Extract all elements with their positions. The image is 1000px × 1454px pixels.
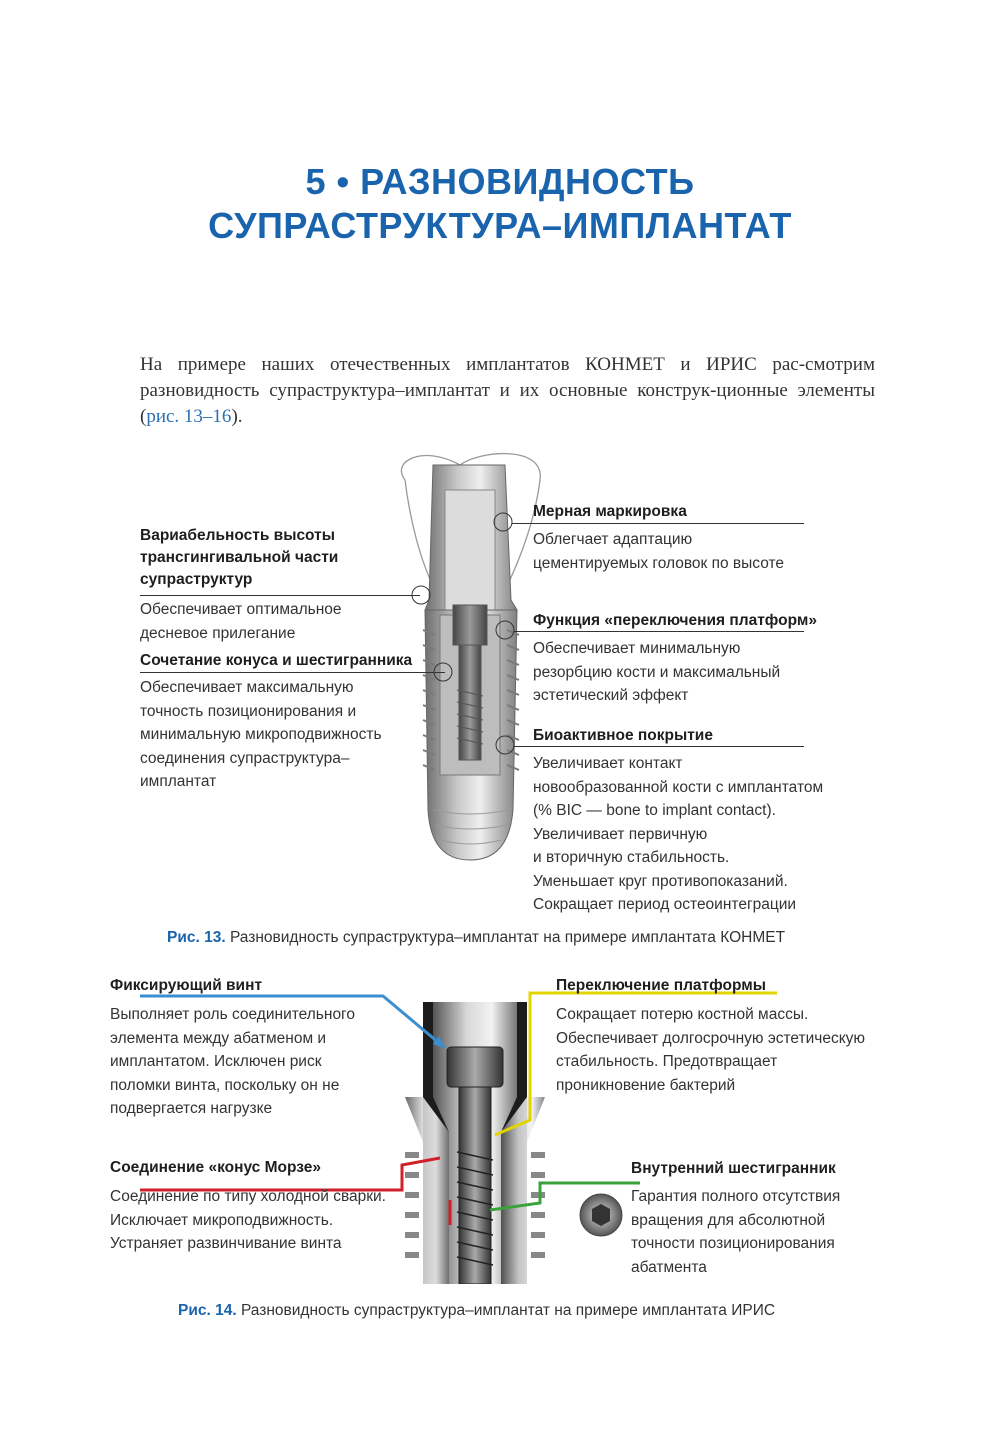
annotation-line: Увеличивает контакт [533,755,683,772]
annotation-heading: Соединение «конус Морзе» [110,1159,321,1176]
annotation-text: Выполняет роль соединительного элемента между абатменом и имплантатом. Исключен риск поломки винта, поскольку он не подвергается нагрузке [110,1006,355,1117]
annotation-measure-marking [533,501,813,575]
caption-label: Рис. 14. [178,1302,237,1319]
intro-paragraph [140,352,875,430]
annotation-text: Гарантия полного отсутствия вращения для абсолютной точности позиционирования абатмента [631,1188,841,1276]
caption-text: Разновидность супраструктура–имплантат на примере имплантата ИРИС [236,1302,776,1319]
annotation-heading: Переключение платформы [556,977,766,994]
annotation-cone-hex [140,650,420,794]
annotation-line: Уменьшает круг противопоказаний. [533,872,788,890]
caption-text: Разновидность супраструктура–имплантат на примере имплантата КОНМЕТ [225,929,786,946]
annotation-heading: Фиксирующий винт [110,977,263,994]
annotation-line: и вторичную стабильность. [533,849,730,866]
hex-socket-icon [578,1192,624,1238]
chapter-title-line2: СУПРАСТРУКТУРА–ИМПЛАНТАТ [208,205,792,246]
annotation-text: Соединение по типу холодной сварки. Исключает микроподвижность. Устраняет развинчивание винта [110,1188,386,1252]
figure-reference-link[interactable]: рис. 13–16 [146,406,232,427]
annotation-text: Сокращает потерю костной массы. Обеспечивает долгосрочную эстетическую стабильность. Предотвращает проникновение бактерий [556,1006,866,1094]
annotation-heading: Мерная маркировка [533,503,687,520]
annotation-heading: Вариабельность высоты трансгингивальной части супраструктур [140,527,339,588]
annotation-line: (% BIC — bone to implant contact). [533,802,776,819]
annotation-text: Обеспечивает минимальную резорбцию кости и максимальный эстетический эффект [533,640,781,704]
annotation-line: Увеличивает первичную [533,825,708,843]
annotation-heading: Сочетание конуса и шестигранника [140,652,413,669]
annotation-heading: Биоактивное покрытие [533,727,713,744]
intro-text: На примере наших отечественных имплантатов КОНМЕТ и ИРИС рас-смотрим разновидность супраструктура–имплантат и их основные конструк-ционные элементы ( [140,354,875,427]
chapter-title-line1: 5 • РАЗНОВИДНОСТЬ [305,161,695,202]
annotation-text: Обеспечивает оптимальное десневое прилегание [140,601,342,642]
annotation-heading: Функция «переключения платформ» [533,612,817,629]
annotation-heading: Внутренний шестигранник [631,1160,836,1177]
annotation-internal-hex [631,1158,871,1279]
annotation-platform-switching [533,610,823,708]
annotation-bioactive-coating [533,725,853,917]
annotation-transgingival-height [140,525,380,645]
intro-text-end: ). [231,406,243,427]
chapter-title [0,160,1000,248]
annotation-line: новообразованной кости с имплантатом [533,778,824,796]
annotation-morse-taper [110,1157,410,1256]
annotation-line: Сокращает период остеоинтеграции [533,896,797,913]
figure-14-caption [178,1300,775,1322]
annotation-text: Обеспечивает максимальную точность позиционирования и минимальную микроподвижность соединения супраструктура–имплантат [140,679,382,790]
annotation-text [533,752,853,917]
annotation-text: Облегчает адаптацию цементируемых головок по высоте [533,531,785,572]
caption-label: Рис. 13. [167,929,226,946]
annotation-fixing-screw [110,975,390,1121]
annotation-platform-switch [556,975,876,1097]
figure-13-caption [167,927,785,949]
